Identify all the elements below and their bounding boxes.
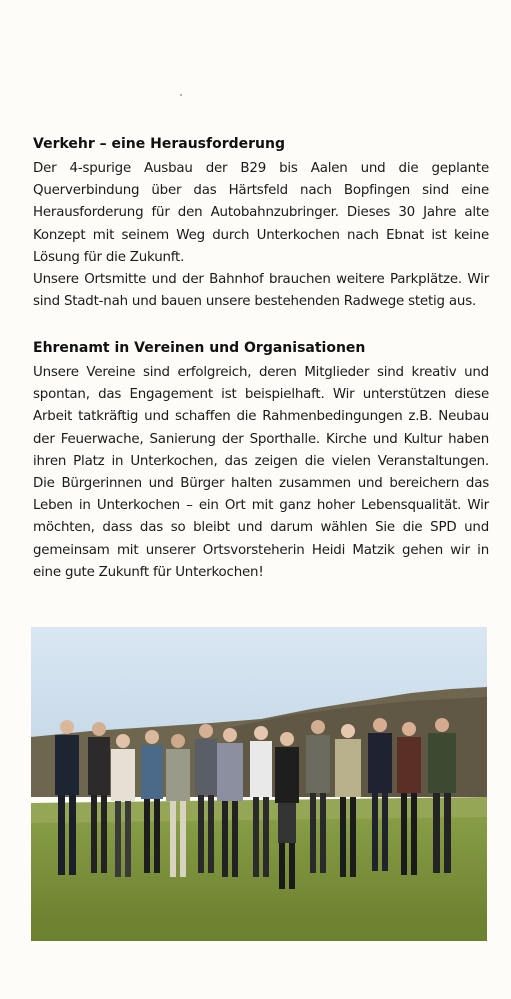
section-heading-traffic: Verkehr – eine Herausforderung — [33, 136, 285, 152]
section-traffic — [33, 134, 489, 313]
group-photo — [31, 627, 487, 941]
section-volunteering — [33, 338, 489, 584]
paragraph-traffic-1: Der 4-spurige Ausbau der B29 bis Aalen und die geplante Querverbindung über das Härtsfeld nach Bopfingen sind eine Herausforderung für den Autobahnzubringer. Dieses 30 Jahre alte Konzept mit seinem Weg durch Unterkochen nach Ebnat ist keine Lösung für die Zukunft. — [33, 161, 489, 265]
print-speck — [180, 94, 182, 96]
group-photo-illustration — [31, 627, 487, 941]
paragraph-volunteering: Unsere Vereine sind erfolgreich, deren Mitglieder sind kreativ und spontan, das Engagement ist beispielhaft. Wir unterstützen diese Arbeit tatkräftig und schaffen die Rahmenbedingungen z.B. Neubau der Feuerwache, Sanierung der Sporthalle. Kirche und Kultur haben ihren Platz in Unterkochen, das zeigen die vielen Veranstaltungen. Die Bürgerinnen und Bürger halten zusammen und bereichern das Leben in Unterkochen – ein Ort mit ganz hoher Lebensqualität. Wir möchten, dass das so bleibt und darum wählen Sie die SPD und gemeinsam mit unserer Ortsvorsteherin Heidi Matzik gehen wir in eine gute Zukunft für Unterkochen! — [33, 365, 489, 580]
paragraph-traffic-2: Unsere Ortsmitte und der Bahnhof brauchen weitere Parkplätze. Wir sind Stadt-nah und bauen unsere bestehenden Radwege stetig aus. — [33, 272, 489, 310]
section-heading-volunteering: Ehrenamt in Vereinen und Organisationen — [33, 340, 366, 356]
